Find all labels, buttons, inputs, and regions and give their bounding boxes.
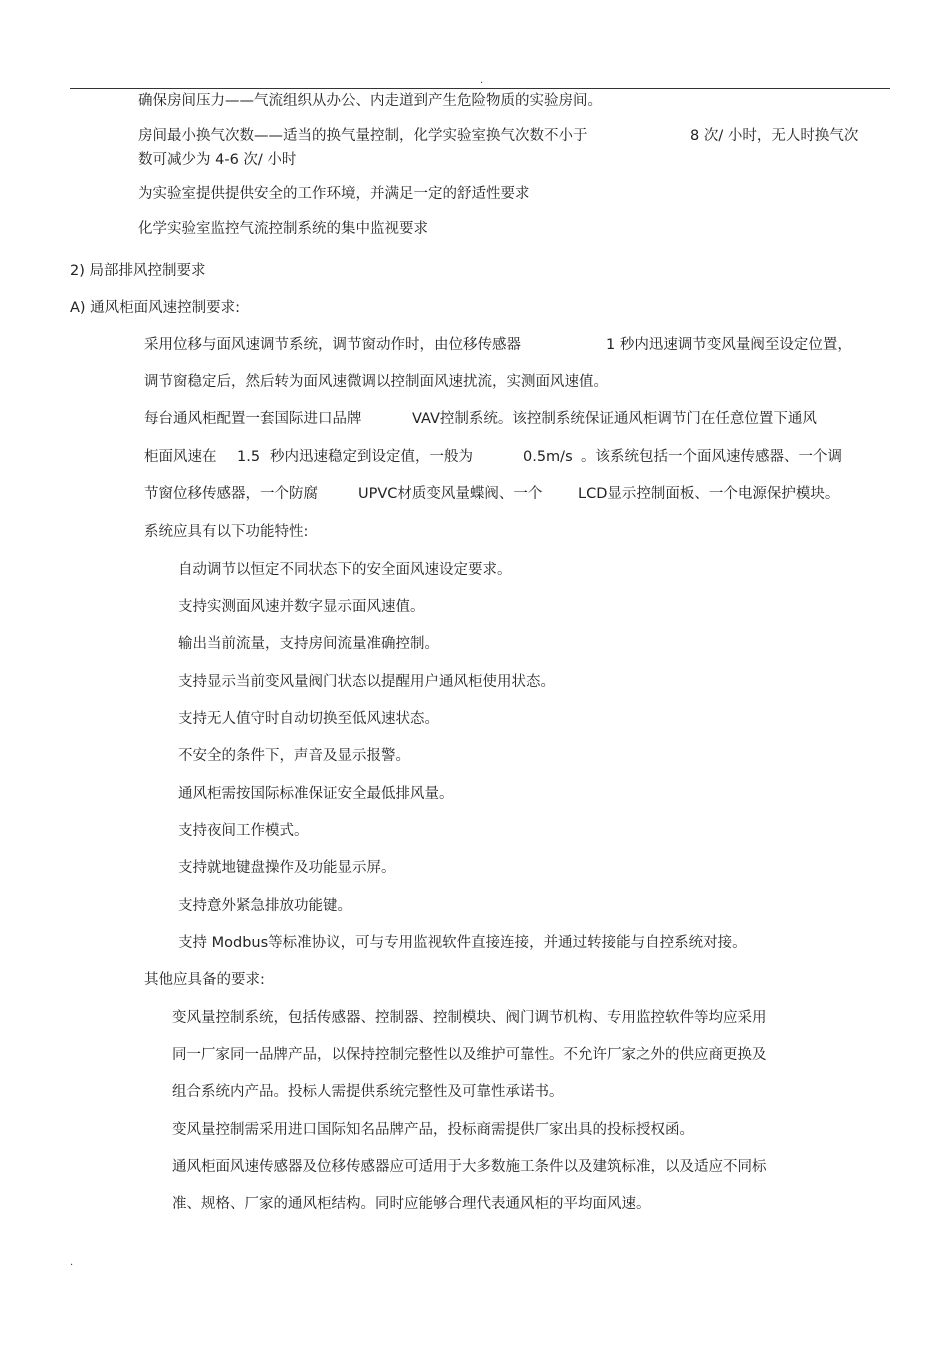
paragraph-line: 变风量控制系统，包括传感器、控制器、控制模块、阀门调节机构、专用监控软件等均应采用 — [172, 1010, 767, 1026]
list-item: 支持无人值守时自动切换至低风速状态。 — [178, 711, 439, 727]
list-item: 输出当前流量，支持房间流量准确控制。 — [178, 636, 439, 652]
header-rule — [70, 88, 890, 89]
paragraph-line: 1.5 — [237, 449, 261, 465]
paragraph-line: 0.5m/s — [523, 449, 573, 465]
paragraph-line: 秒内迅速稳定到设定值，一般为 — [270, 449, 473, 465]
intro-line: 确保房间压力——气流组织从办公、内走道到产生危险物质的实验房间。 — [138, 93, 602, 109]
header-mark: . — [480, 75, 484, 86]
paragraph-line: 每台通风柜配置一套国际进口品牌 — [144, 411, 362, 427]
list-item: 支持就地键盘操作及功能显示屏。 — [178, 860, 396, 876]
list-item: 不安全的条件下，声音及显示报警。 — [178, 748, 410, 764]
intro-line: 8 次/ 小时，无人时换气次 — [690, 128, 859, 144]
list-item: 通风柜需按国际标准保证安全最低排风量。 — [178, 786, 454, 802]
paragraph-line: 节窗位移传感器，一个防腐 — [144, 486, 318, 502]
paragraph-line: 。该系统包括一个面风速传感器、一个调 — [581, 449, 842, 465]
list-item: 支持实测面风速并数字显示面风速值。 — [178, 599, 425, 615]
features-title: 系统应具有以下功能特性: — [144, 524, 309, 540]
list-item: 支持夜间工作模式。 — [178, 823, 309, 839]
intro-line: 数可减少为 4-6 次/ 小时 — [138, 152, 297, 168]
subsection-heading: A) 通风柜面风速控制要求: — [70, 300, 241, 316]
intro-line: 房间最小换气次数——适当的换气量控制，化学实验室换气次数不小于 — [138, 128, 588, 144]
paragraph-line: 采用位移与面风速调节系统，调节窗动作时，由位移传感器 — [144, 337, 521, 353]
paragraph-line: UPVC材质变风量蝶阀、一个 — [358, 486, 543, 502]
paragraph-line: 组合系统内产品。投标人需提供系统完整性及可靠性承诺书。 — [172, 1084, 564, 1100]
list-item: 支持显示当前变风量阀门状态以提醒用户通风柜使用状态。 — [178, 674, 555, 690]
paragraph-line: 准、规格、厂家的通风柜结构。同时应能够合理代表通风柜的平均面风速。 — [172, 1196, 651, 1212]
paragraph-line: VAV控制系统。该控制系统保证通风柜调节门在任意位置下通风 — [412, 411, 817, 427]
intro-line: 化学实验室监控气流控制系统的集中监视要求 — [138, 221, 428, 237]
intro-line: 为实验室提供提供安全的工作环境，并满足一定的舒适性要求 — [138, 186, 530, 202]
list-item: 支持意外紧急排放功能键。 — [178, 898, 352, 914]
paragraph-line: LCD显示控制面板、一个电源保护模块。 — [578, 486, 840, 502]
other-requirements-title: 其他应具备的要求: — [144, 972, 265, 988]
list-item: 支持 Modbus等标准协议，可与专用监视软件直接连接，并通过转接能与自控系统对接。 — [178, 935, 747, 951]
paragraph-line: 调节窗稳定后，然后转为面风速微调以控制面风速扰流，实测面风速值。 — [144, 374, 608, 390]
paragraph-line: 同一厂家同一品牌产品，以保持控制完整性以及维护可靠性。不允许厂家之外的供应商更换及 — [172, 1047, 767, 1063]
footer-mark: . — [70, 1257, 74, 1268]
section-heading: 2) 局部排风控制要求 — [70, 263, 206, 279]
list-item: 自动调节以恒定不同状态下的安全面风速设定要求。 — [178, 562, 512, 578]
paragraph-line: 1 秒内迅速调节变风量阀至设定位置， — [606, 337, 852, 353]
paragraph-line: 变风量控制需采用进口国际知名品牌产品，投标商需提供厂家出具的投标授权函。 — [172, 1122, 694, 1138]
paragraph-line: 通风柜面风速传感器及位移传感器应可适用于大多数施工条件以及建筑标准，以及适应不同标 — [172, 1159, 767, 1175]
paragraph-line: 柜面风速在 — [144, 449, 217, 465]
